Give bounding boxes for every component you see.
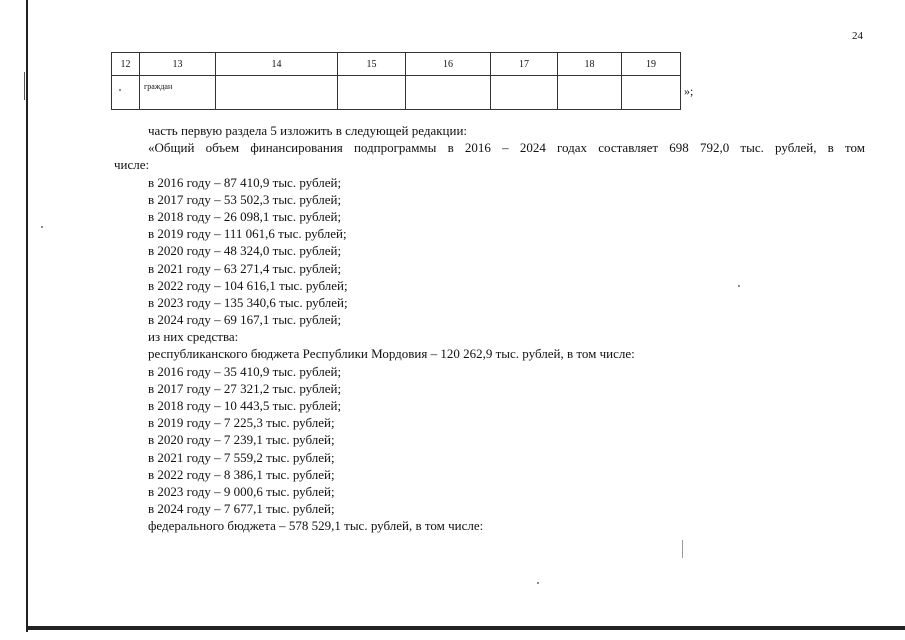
total-year-item: в 2016 году – 87 410,9 тыс. рублей; xyxy=(148,174,342,190)
table-cell xyxy=(491,76,558,110)
republic-year-item: в 2024 году – 7 677,1 тыс. рублей; xyxy=(148,501,335,517)
republic-year-item: в 2023 году – 9 000,6 тыс. рублей; xyxy=(148,483,335,499)
republic-year-item: в 2020 году – 7 239,1 тыс. рублей; xyxy=(148,432,335,448)
column-header: 14 xyxy=(216,53,338,76)
republic-year-item: в 2016 году – 35 410,9 тыс. рублей; xyxy=(148,363,342,379)
table-cell xyxy=(338,76,406,110)
total-year-item: в 2022 году – 104 616,1 тыс. рублей; xyxy=(148,277,348,293)
table-cell xyxy=(622,76,681,110)
total-year-item: в 2024 году – 69 167,1 тыс. рублей; xyxy=(148,312,342,328)
column-header: 12 xyxy=(112,53,140,76)
table-cell xyxy=(558,76,622,110)
scan-speck xyxy=(537,582,539,584)
republic-year-item: в 2018 году – 10 443,5 тыс. рублей; xyxy=(148,398,342,413)
total-year-item: в 2017 году – 53 502,3 тыс. рублей; xyxy=(148,191,342,207)
column-header: 18 xyxy=(558,53,622,76)
table-row xyxy=(112,76,681,110)
total-funding-line-cont: числе: xyxy=(114,157,150,173)
column-header: 16 xyxy=(406,53,491,76)
table-header-row xyxy=(112,53,681,76)
column-header: 13 xyxy=(140,53,216,76)
column-header: 19 xyxy=(622,53,681,76)
table-cell xyxy=(216,76,338,110)
bottom-edge-rule xyxy=(26,626,905,630)
column-header: 15 xyxy=(338,53,406,76)
total-year-item: в 2021 году – 63 271,4 тыс. рублей; xyxy=(148,260,342,276)
page-number: 24 xyxy=(852,30,863,42)
republic-year-item: в 2022 году – 8 386,1 тыс. рублей; xyxy=(148,466,335,482)
republic-year-item: в 2017 году – 27 321,2 тыс. рублей; xyxy=(148,380,342,396)
total-year-item: в 2023 году – 135 340,6 тыс. рублей; xyxy=(148,294,348,310)
scan-mark xyxy=(682,540,683,558)
republic-year-item: в 2019 году – 7 225,3 тыс. рублей; xyxy=(148,415,335,431)
total-year-item: в 2019 году – 111 061,6 тыс. рублей; xyxy=(148,226,347,242)
republic-year-item: в 2021 году – 7 559,2 тыс. рублей; xyxy=(148,449,335,465)
body-text xyxy=(0,122,905,535)
table-cell xyxy=(406,76,491,110)
total-year-item: в 2018 году – 26 098,1 тыс. рублей; xyxy=(148,208,342,224)
total-funding-line: «Общий объем финансирования подпрограммы в 2016 – 2024 годах составляет 698 792,0 тыс. рублей, в том xyxy=(148,140,865,156)
sources-label: из них средства: xyxy=(148,329,239,345)
intro-paragraph: часть первую раздела 5 изложить в следующей редакции: xyxy=(148,123,468,138)
continuation-table xyxy=(111,52,681,110)
table-cell: граждан xyxy=(140,76,216,110)
margin-mark xyxy=(24,72,25,100)
federal-budget-line: федерального бюджета – 578 529,1 тыс. рублей, в том числе: xyxy=(148,518,484,534)
republic-budget-line: республиканского бюджета Республики Мордовия – 120 262,9 тыс. рублей, в том числе: xyxy=(148,346,635,362)
table-cell xyxy=(112,76,140,110)
total-year-item: в 2020 году – 48 324,0 тыс. рублей; xyxy=(148,243,342,259)
closing-quote-mark: »; xyxy=(684,84,694,98)
column-header: 17 xyxy=(491,53,558,76)
